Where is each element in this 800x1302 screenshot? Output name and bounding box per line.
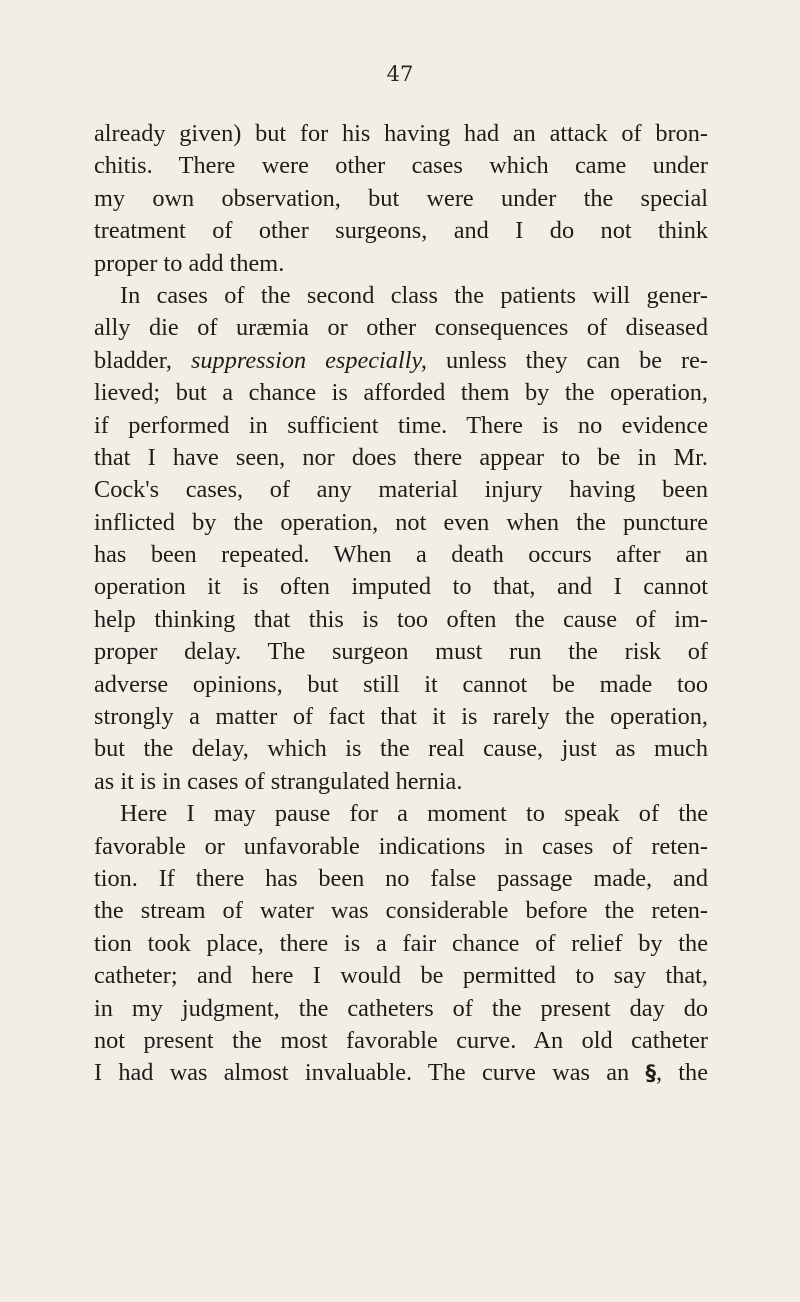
text-fragment: bladder, bbox=[94, 346, 191, 374]
text-line: the stream of water was considerable before the reten- bbox=[94, 897, 708, 925]
text-line: that I have seen, nor does there appear to be in Mr. bbox=[94, 443, 708, 471]
text-line: tion took place, there is a fair chance of relief by the bbox=[94, 929, 708, 957]
text-line: already given) but for his having had an attack of bron- bbox=[94, 120, 708, 147]
text-line: strongly a matter of fact that it is rarely the operation, bbox=[94, 703, 708, 731]
text-line: inflicted by the operation, not even when the puncture bbox=[94, 508, 708, 536]
text-fragment: , the bbox=[655, 1059, 708, 1087]
text-fragment: I had was almost invaluable. The curve was an bbox=[94, 1059, 646, 1087]
text-line: treatment of other surgeons, and I do not think bbox=[94, 217, 708, 245]
text-line: tion. If there has been no false passage made, and bbox=[94, 864, 708, 892]
text-line-with-symbol bbox=[94, 1057, 708, 1089]
text-line: not present the most favorable curve. An old catheter bbox=[94, 1026, 708, 1054]
text-line: my own observation, but were under the special bbox=[94, 184, 708, 212]
text-line: help thinking that this is too often the cause of im- bbox=[94, 605, 708, 633]
body-text bbox=[94, 118, 708, 1090]
italic-phrase: suppression especially, bbox=[190, 346, 427, 374]
page-number: 47 bbox=[386, 62, 414, 86]
text-line: operation it is often imputed to that, and I cannot bbox=[94, 573, 708, 601]
text-line: in my judgment, the catheters of the present day do bbox=[94, 994, 708, 1022]
text-line-with-italic bbox=[94, 345, 708, 377]
paragraph-start-line: In cases of the second class the patients will gener- bbox=[120, 281, 708, 309]
text-line: lieved; but a chance is afforded them by the operation, bbox=[94, 379, 708, 407]
paragraph-start-line: Here I may pause for a moment to speak of the bbox=[120, 800, 708, 828]
text-fragment: unless they can be re- bbox=[426, 346, 709, 374]
text-line: chitis. There were other cases which came under bbox=[94, 152, 708, 180]
text-line: Cock's cases, of any material injury having been bbox=[94, 476, 708, 504]
text-line: proper delay. The surgeon must run the risk of bbox=[94, 638, 708, 666]
text-line: as it is in cases of strangulated hernia. bbox=[94, 767, 463, 795]
text-line: but the delay, which is the real cause, just as much bbox=[94, 735, 708, 763]
text-line: proper to add them. bbox=[94, 249, 285, 277]
text-line: has been repeated. When a death occurs after an bbox=[94, 541, 708, 569]
text-line: ally die of uræmia or other consequences of diseased bbox=[94, 314, 708, 342]
text-line: adverse opinions, but still it cannot be made too bbox=[94, 670, 708, 698]
text-line: if performed in sufficient time. There is no evidence bbox=[94, 411, 708, 439]
curve-symbol: § bbox=[645, 1061, 656, 1086]
text-line: favorable or unfavorable indications in cases of reten- bbox=[94, 832, 708, 860]
text-line: catheter; and here I would be permitted to say that, bbox=[94, 962, 708, 990]
